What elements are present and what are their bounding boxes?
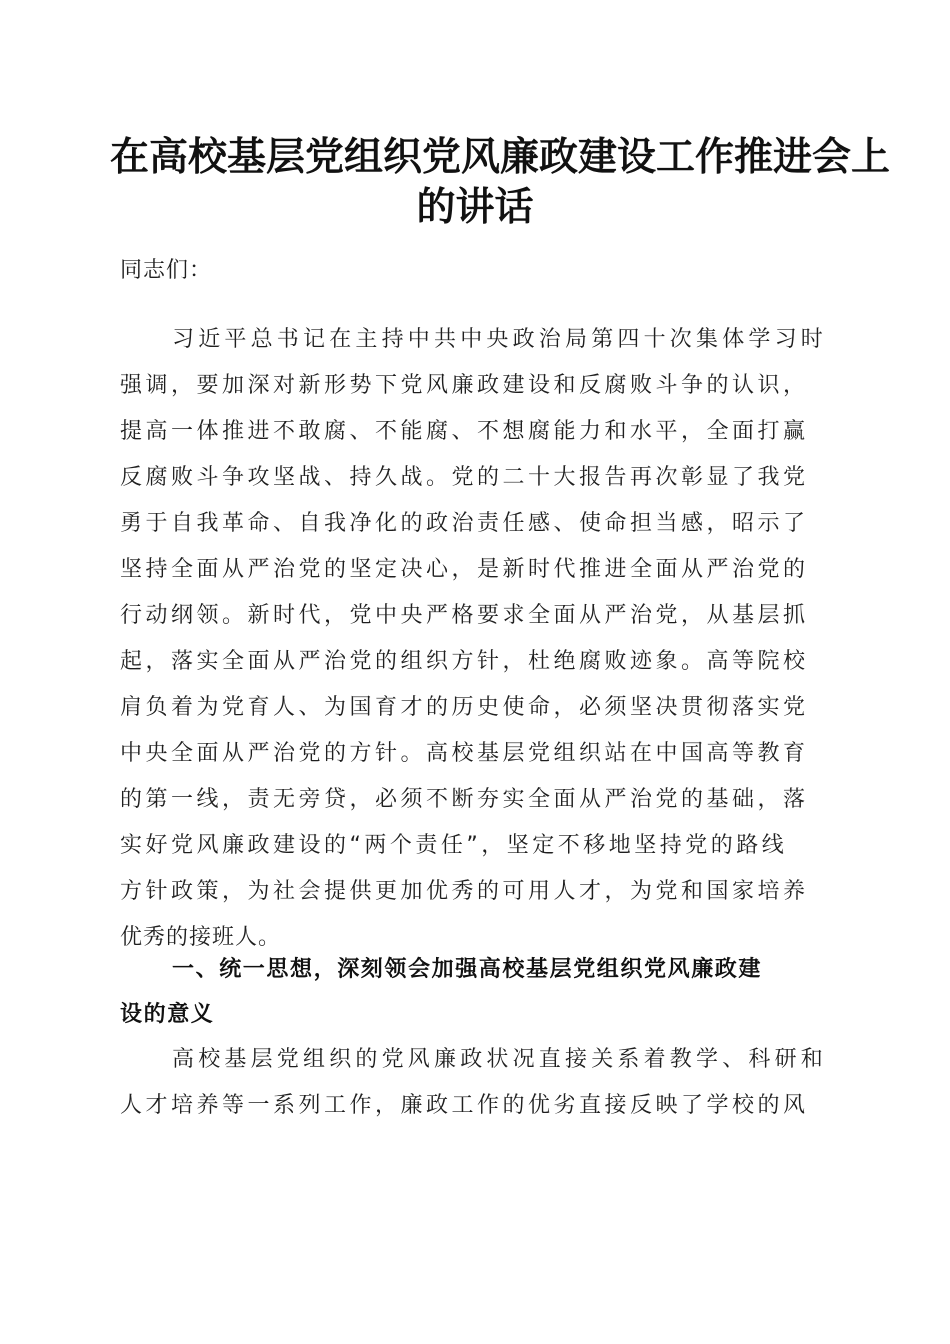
paragraph-line: 强调，要加深对新形势下党风廉政建设和反腐败斗争的认识， — [120, 373, 809, 398]
paragraph-line: 人才培养等一系列工作，廉政工作的优劣直接反映了学校的风 — [120, 1093, 809, 1118]
paragraph-line: 起，落实全面从严治党的组织方针，杜绝腐败迹象。高等院校 — [120, 649, 809, 674]
title-line: 的讲话 — [416, 184, 534, 230]
paragraph-line: 反腐败斗争攻坚战、持久战。党的二十大报告再次彰显了我党 — [120, 465, 809, 490]
salutation: 同志们： — [120, 258, 213, 283]
paragraph-line: 习近平总书记在主持中共中央政治局第四十次集体学习时 — [172, 327, 828, 352]
section-heading: 设的意义 — [120, 1002, 215, 1027]
paragraph-line: 行动纲领。新时代，党中央严格要求全面从严治党，从基层抓 — [120, 603, 809, 628]
paragraph-line: 提高一体推进不敢腐、不能腐、不想腐能力和水平，全面打赢 — [120, 419, 809, 444]
document-title — [110, 132, 891, 232]
section-heading: 一、统一思想，深刻领会加强高校基层党组织党风廉政建 — [172, 957, 763, 982]
paragraph-line: 勇于自我革命、自我净化的政治责任感、使命担当感，昭示了 — [120, 511, 809, 536]
paragraph-line: 高校基层党组织的党风廉政状况直接关系着教学、科研和 — [172, 1047, 828, 1072]
title-line: 在高校基层党组织党风廉政建设工作推进会上 — [110, 134, 891, 180]
paragraph-line: 方针政策，为社会提供更加优秀的可用人才，为党和国家培养 — [120, 879, 809, 904]
paragraph-line: 坚持全面从严治党的坚定决心，是新时代推进全面从严治党的 — [120, 557, 809, 582]
paragraph-line: 中央全面从严治党的方针。高校基层党组织站在中国高等教育 — [120, 741, 809, 766]
paragraph-line: 优秀的接班人。 — [120, 925, 282, 950]
paragraph-line: 肩负着为党育人、为国育才的历史使命，必须坚决贯彻落实党 — [120, 695, 809, 720]
paragraph-line: 实好党风廉政建设的“两个责任”，坚定不移地坚持党的路线 — [120, 833, 788, 858]
paragraph-line: 的第一线，责无旁贷，必须不断夯实全面从严治党的基础，落 — [120, 787, 809, 812]
